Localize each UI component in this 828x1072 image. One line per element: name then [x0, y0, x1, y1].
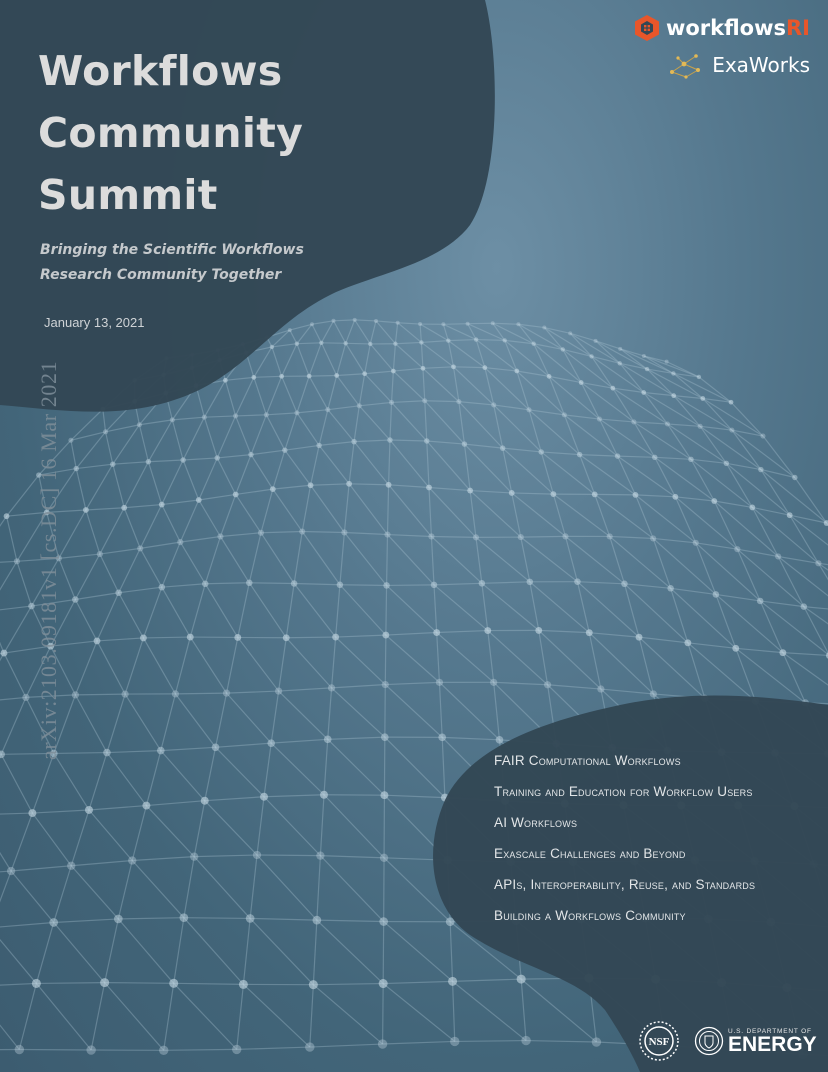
- topic-item: Building a Workflows Community: [494, 908, 686, 923]
- report-date: January 13, 2021: [44, 315, 145, 330]
- subtitle-line: Research Community Together: [40, 267, 282, 283]
- sponsor-logos: [636, 1018, 817, 1064]
- title-line: Workflows: [38, 47, 283, 95]
- partner-logos: [634, 14, 810, 80]
- subtitle-line: Bringing the Scientific Workflows: [40, 242, 304, 258]
- hexagon-cube-icon: [634, 14, 660, 42]
- network-nodes-icon: [668, 50, 704, 80]
- workflowsri-suffix: RI: [786, 16, 810, 40]
- topic-item: FAIR Computational Workflows: [494, 753, 681, 768]
- doe-department-label: U.S. DEPARTMENT OF: [728, 1027, 812, 1035]
- exaworks-wordmark: ExaWorks: [712, 53, 810, 77]
- topics-list: [494, 748, 824, 934]
- doe-seal-icon: [694, 1026, 724, 1056]
- arxiv-watermark: arXiv:2103.09181v1 [cs.DC] 16 Mar 2021: [36, 360, 61, 760]
- page-title: [38, 40, 338, 226]
- workflowsri-wordmark: [666, 16, 810, 40]
- nsf-label: NSF: [648, 1036, 670, 1048]
- exaworks-logo: [634, 50, 810, 80]
- topic-item: APIs, Interoperability, Reuse, and Standards: [494, 877, 756, 892]
- title-line: Summit: [38, 171, 218, 219]
- subtitle: [40, 238, 340, 288]
- topic-item: AI Workflows: [494, 815, 578, 830]
- workflowsri-prefix: workflows: [665, 16, 787, 40]
- doe-wordmark: [728, 1028, 817, 1055]
- doe-energy-label: ENERGY: [728, 1032, 817, 1056]
- workflowsri-logo: [634, 14, 810, 42]
- title-line: Community: [38, 109, 304, 157]
- topic-item: Exascale Challenges and Beyond: [494, 846, 686, 861]
- topic-item: Training and Education for Workflow Users: [494, 784, 753, 799]
- doe-logo: [694, 1026, 817, 1056]
- nsf-seal-icon: [636, 1018, 682, 1064]
